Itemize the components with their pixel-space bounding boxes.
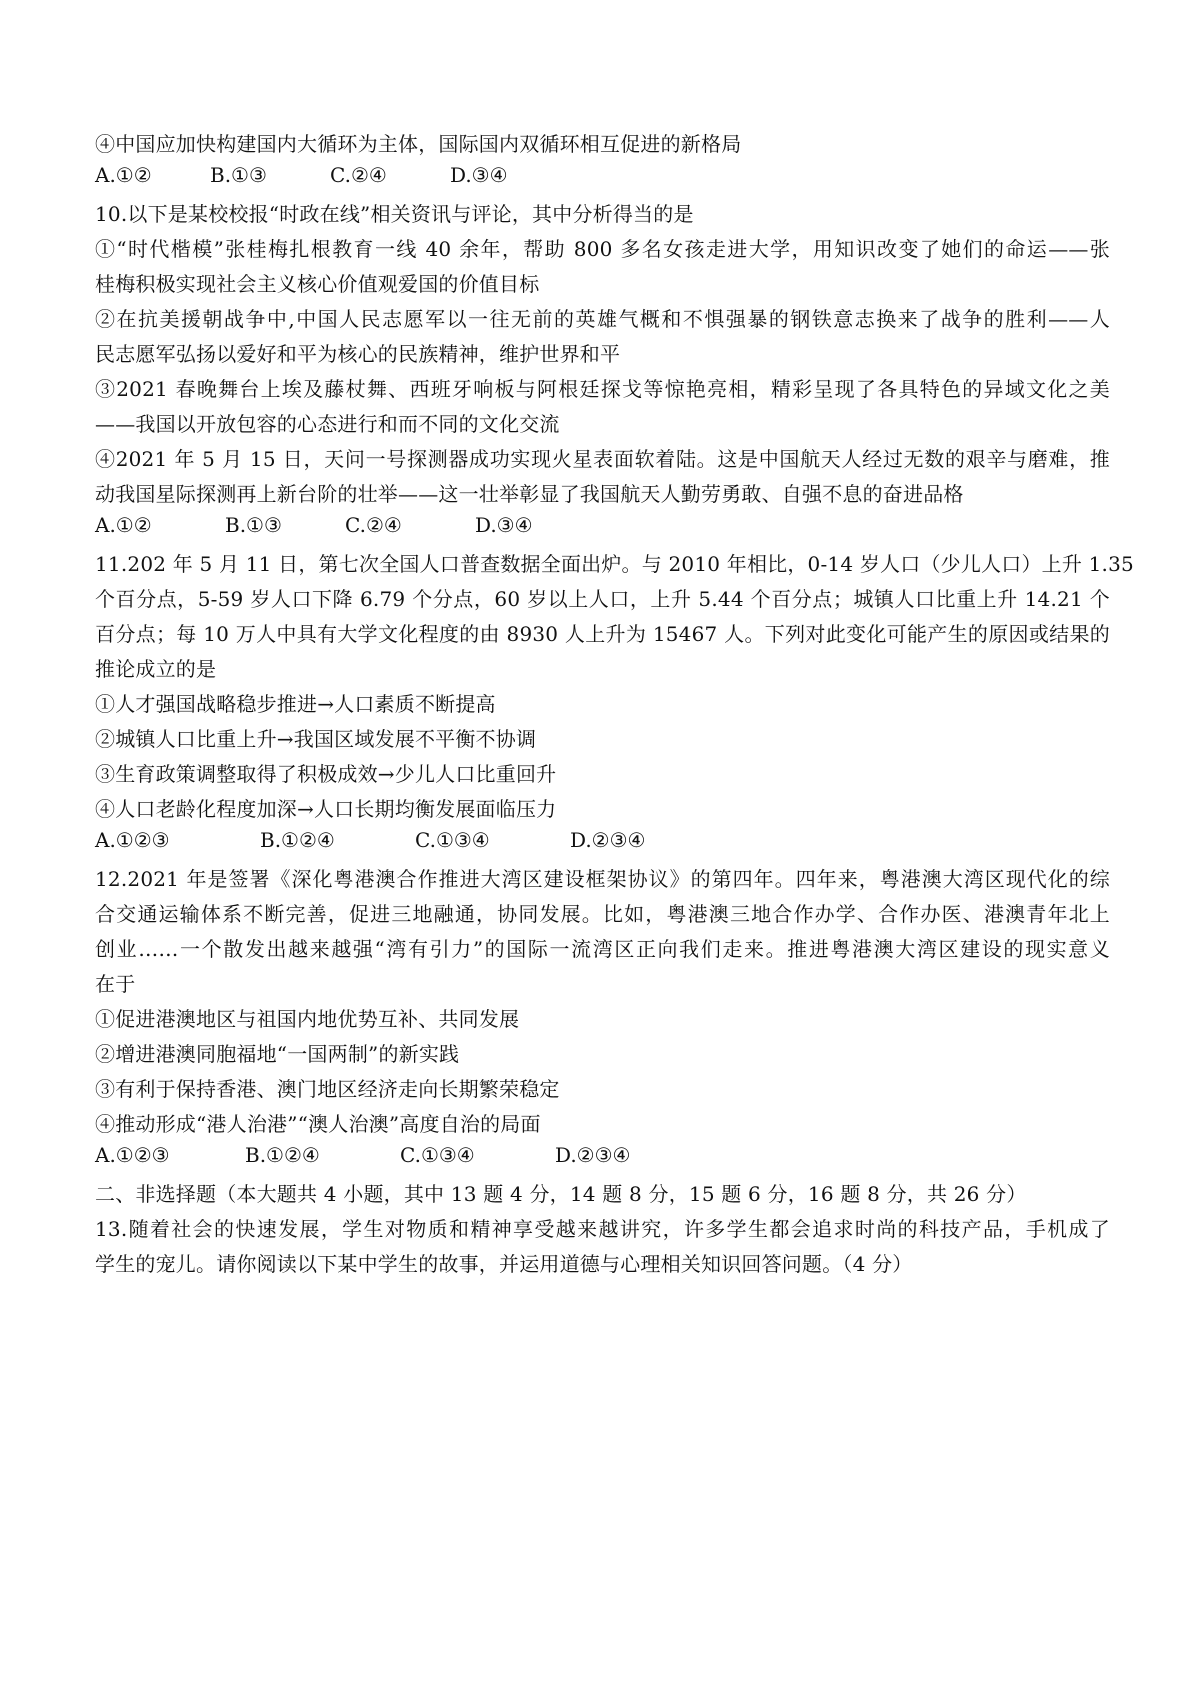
q12-statement-1: ①促进港澳地区与祖国内地优势互补、共同发展 [95,1007,520,1031]
q11-option-d: D.②③④ [570,828,646,852]
q10-statement-2-line-2: 民志愿军弘扬以爱好和平为核心的民族精神，维护世界和平 [95,342,621,366]
q12-statement-3: ③有利于保持香港、澳门地区经济走向长期繁荣稳定 [95,1077,560,1101]
q10-option-b: B.①③ [225,513,282,537]
q10-statement-1-line-2: 桂梅积极实现社会主义核心价值观爱国的价值目标 [95,272,540,296]
q11-stem-line-4: 推论成立的是 [95,657,217,681]
q12-options [95,1143,1095,1171]
q12-option-b: B.①②④ [245,1143,320,1167]
q10-option-c: C.②④ [345,513,402,537]
q11-statement-1: ①人才强国战略稳步推进→人口素质不断提高 [95,692,496,716]
q11-option-b: B.①②④ [260,828,335,852]
q10-options [95,513,1095,541]
q13-stem-line-2: 学生的宠儿。请你阅读以下某中学生的故事，并运用道德与心理相关知识回答问题。（4 分） [95,1252,913,1276]
q10-stem: 10.以下是某校校报“时政在线”相关资讯与评论，其中分析得当的是 [95,202,694,226]
q9-statement-4: ④中国应加快构建国内大循环为主体，国际国内双循环相互促进的新格局 [95,132,742,156]
q9-options [95,163,1095,191]
q10-statement-2-line-1: ②在抗美援朝战争中,中国人民志愿军以一往无前的英雄气概和不惧强暴的钢铁意志换来了战争的胜利——人 [95,307,1110,331]
q10-option-d: D.③④ [475,513,533,537]
q11-stem-line-3: 百分点；每 10 万人中具有大学文化程度的由 8930 人上升为 15467 人。下列对此变化可能产生的原因或结果的 [95,622,1110,646]
q11-statement-3: ③生育政策调整取得了积极成效→少儿人口比重回升 [95,762,557,786]
q11-statement-4: ④人口老龄化程度加深→人口长期均衡发展面临压力 [95,797,557,821]
q11-option-a: A.①②③ [95,828,170,852]
q9-option-c: C.②④ [330,163,387,187]
q12-option-c: C.①③④ [400,1143,475,1167]
q12-stem-line-4: 在于 [95,972,136,996]
q12-stem-line-3: 创业……一个散发出越来越强“湾有引力”的国际一流湾区正向我们走来。推进粤港澳大湾区建设的现实意义 [95,937,1110,961]
q11-option-c: C.①③④ [415,828,490,852]
q11-statement-2: ②城镇人口比重上升→我国区域发展不平衡不协调 [95,727,537,751]
q10-statement-3-line-1: ③2021 春晚舞台上埃及藤杖舞、西班牙响板与阿根廷探戈等惊艳亮相，精彩呈现了各具特色的异域文化之美 [95,377,1110,401]
q9-option-a: A.①② [95,163,152,187]
section-2-heading: 二、非选择题（本大题共 4 小题，其中 13 题 4 分，14 题 8 分，15 题 6 分，16 题 8 分，共 26 分） [95,1182,1027,1206]
q12-option-a: A.①②③ [95,1143,170,1167]
q10-statement-1-line-1: ①“时代楷模”张桂梅扎根教育一线 40 余年，帮助 800 多名女孩走进大学，用知识改变了她们的命运——张 [95,237,1110,261]
q11-stem-line-1: 11.202 年 5 月 11 日，第七次全国人口普查数据全面出炉。与 2010 年相比，0-14 岁人口（少儿人口）上升 1.35 [95,552,1134,576]
q12-stem-line-1: 12.2021 年是签署《深化粤港澳合作推进大湾区建设框架协议》的第四年。四年来，粤港澳大湾区现代化的综 [95,867,1110,891]
q10-statement-4-line-2: 动我国星际探测再上新台阶的壮举——这一壮举彰显了我国航天人勤劳勇敢、自强不息的奋进品格 [95,482,964,506]
q12-stem-line-2: 合交通运输体系不断完善，促进三地融通，协同发展。比如，粤港澳三地合作办学、合作办医、港澳青年北上 [95,902,1110,926]
q9-option-b: B.①③ [210,163,267,187]
q12-statement-4: ④推动形成“港人治港”“澳人治澳”高度自治的局面 [95,1112,541,1136]
q10-statement-3-line-2: ——我国以开放包容的心态进行和而不同的文化交流 [95,412,560,436]
q12-option-d: D.②③④ [555,1143,631,1167]
q11-options [95,828,1095,856]
q9-option-d: D.③④ [450,163,508,187]
q10-option-a: A.①② [95,513,152,537]
q13-stem-line-1: 13.随着社会的快速发展，学生对物质和精神享受越来越讲究，许多学生都会追求时尚的科技产品，手机成了 [95,1217,1110,1241]
q12-statement-2: ②增进港澳同胞福地“一国两制”的新实践 [95,1042,460,1066]
q11-stem-line-2: 个百分点，5-59 岁人口下降 6.79 个分点，60 岁以上人口，上升 5.44 个百分点；城镇人口比重上升 14.21 个 [95,587,1110,611]
q10-statement-4-line-1: ④2021 年 5 月 15 日，天问一号探测器成功实现火星表面软着陆。这是中国航天人经过无数的艰辛与磨难，推 [95,447,1110,471]
